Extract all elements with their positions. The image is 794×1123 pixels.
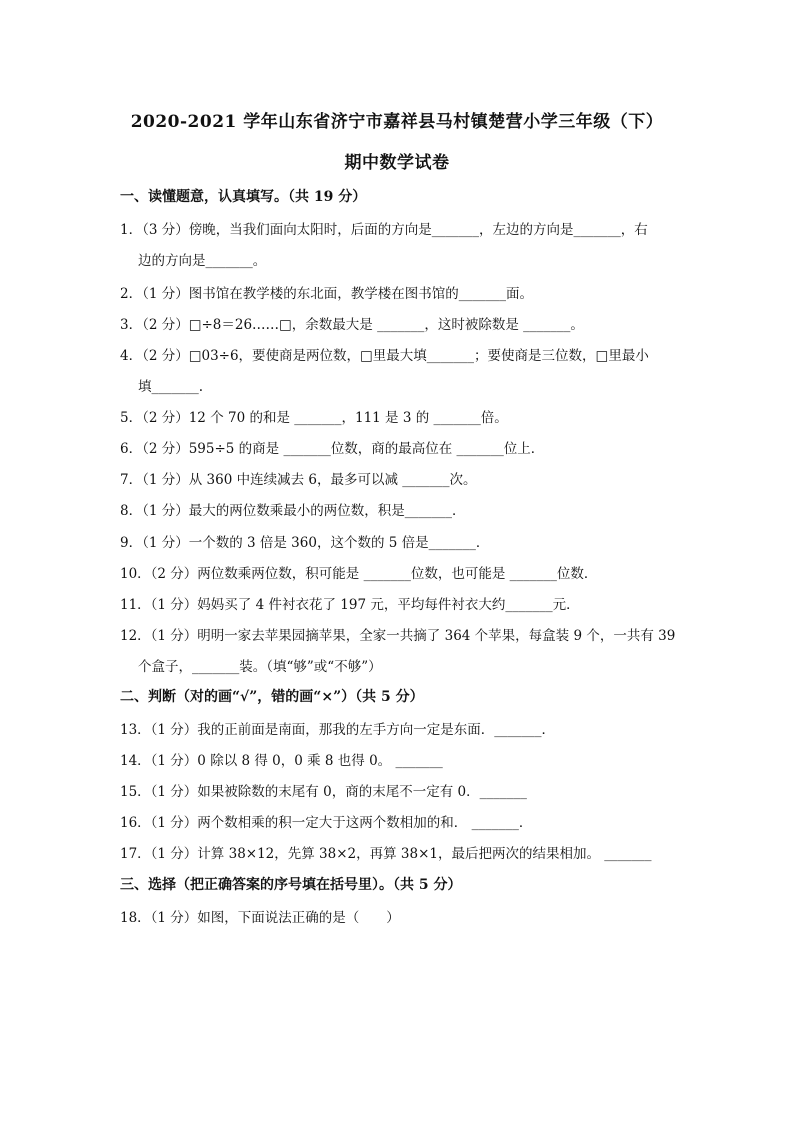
question-15: 15．（1 分）如果被除数的末尾有 0，商的末尾不一定有 0．_______ [120, 784, 527, 800]
question-12-line-1: 12．（1 分）明明一家去苹果园摘苹果，全家一共摘了 364 个苹果，每盒装 9 个，一共有 39 [120, 628, 676, 644]
question-6: 6．（2 分）595÷5 的商是 _______位数，商的最高位在 _______位上． [120, 441, 545, 457]
question-9: 9．（1 分）一个数的 3 倍是 360，这个数的 5 倍是_______． [120, 535, 490, 551]
question-16: 16．（1 分）两个数相乘的积一定大于这两个数相加的和． _______． [120, 815, 533, 831]
section-1-heading: 一、读懂题意，认真填写。（共 19 分） [120, 189, 367, 205]
question-2: 2．（1 分）图书馆在教学楼的东北面，教学楼在图书馆的_______面。 [120, 286, 533, 302]
question-4-line-1: 4．（2 分）□03÷6，要使商是两位数，□里最大填_______；要使商是三位数，□里最小 [120, 348, 649, 364]
question-11: 11．（1 分）妈妈买了 4 件衬衣花了 197 元，平均每件衬衣大约_______元． [120, 597, 580, 613]
section-2-heading: 二、判断（对的画“√”，错的画“×”）（共 5 分） [120, 689, 424, 705]
question-17: 17．（1 分）计算 38×12，先算 38×2，再算 38×1，最后把两次的结果相加。 _______ [120, 846, 652, 862]
question-13: 13．（1 分）我的正前面是南面，那我的左手方向一定是东面．_______． [120, 722, 556, 738]
question-12-line-2: 个盒子，_______装。（填“够”或“不够”） [138, 659, 382, 675]
question-5: 5．（2 分）12 个 70 的和是 _______，111 是 3 的 _______倍。 [120, 410, 508, 426]
title-line-1: 2020-2021 学年山东省济宁市嘉祥县马村镇楚营小学三年级（下） [130, 112, 664, 132]
question-3: 3．（2 分）□÷8＝26……□，余数最大是 _______，这时被除数是 _______。 [120, 317, 584, 333]
question-7: 7．（1 分）从 360 中连续减去 6，最多可以减 _______次。 [120, 472, 477, 488]
question-4-line-2: 填_______. [138, 379, 204, 395]
question-18: 18．（1 分）如图，下面说法正确的是（ ） [120, 910, 400, 926]
question-14: 14．（1 分）0 除以 8 得 0，0 乘 8 也得 0。 _______ [120, 753, 443, 769]
question-1-line-1: 1．（3 分）傍晚，当我们面向太阳时，后面的方向是_______，左边的方向是_______，右 [120, 222, 648, 238]
section-3-heading: 三、选择（把正确答案的序号填在括号里）。（共 5 分） [120, 877, 462, 893]
question-8: 8．（1 分）最大的两位数乘最小的两位数，积是_______． [120, 503, 466, 519]
question-10: 10．（2 分）两位数乘两位数，积可能是 _______位数，也可能是 _______位数． [120, 566, 598, 582]
question-1-line-2: 边的方向是_______。 [138, 253, 267, 269]
title-line-2: 期中数学试卷 [344, 153, 450, 173]
